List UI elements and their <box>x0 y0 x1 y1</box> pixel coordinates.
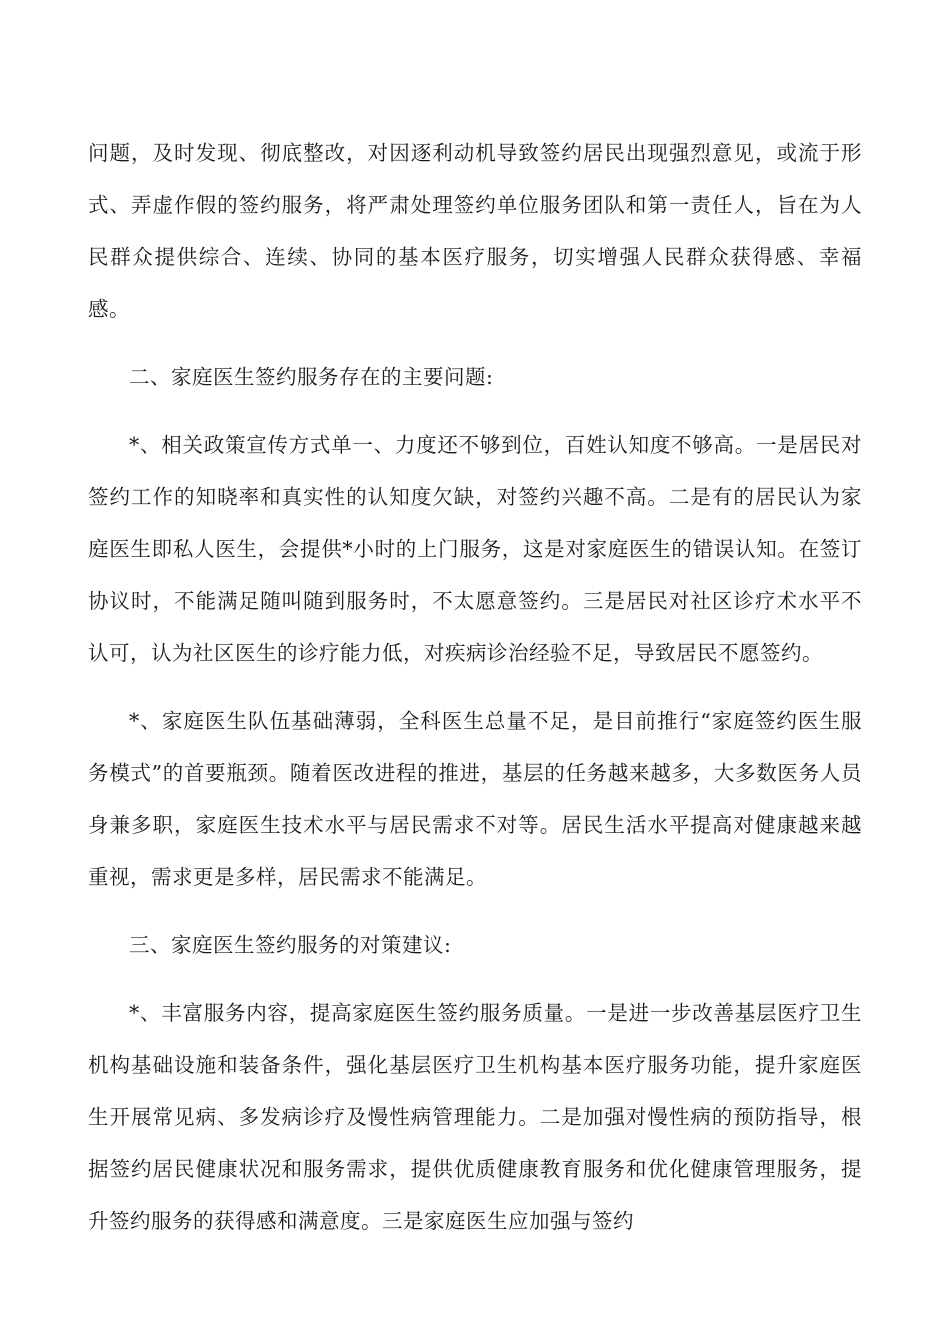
paragraph-continuation: 问题，及时发现、彻底整改，对因逐利动机导致签约居民出现强烈意见，或流于形式、弄虚作假的签约服务，将严肃处理签约单位服务团队和第一责任人，旨在为人民群众提供综合、连续、协同的基本医疗服务，切实增强人民群众获得感、幸福感。 <box>88 141 862 321</box>
section-heading-problems: 二、家庭医生签约服务存在的主要问题: <box>129 365 494 389</box>
section-heading-suggestions: 三、家庭医生签约服务的对策建议: <box>129 933 452 957</box>
paragraph-service-content: *、丰富服务内容，提高家庭医生签约服务质量。一是进一步改善基层医疗卫生机构基础设施和装备条件，强化基层医疗卫生机构基本医疗服务功能，提升家庭医生开展常见病、多发病诊疗及慢性病管理能力。二是加强对慢性病的预防指导，根据签约居民健康状况和服务需求，提供优质健康教育服务和优化健康管理服务，提升签约服务的获得感和满意度。三是家庭医生应加强与签约 <box>88 1001 862 1233</box>
document-body <box>88 127 862 1263</box>
paragraph-workforce-issue: *、家庭医生队伍基础薄弱，全科医生总量不足，是目前推行“家庭签约医生服务模式”的首要瓶颈。随着医改进程的推进，基层的任务越来越多，大多数医务人员身兼多职，家庭医生技术水平与居民需求不对等。居民生活水平提高对健康越来越重视，需求更是多样，居民需求不能满足。 <box>88 709 862 889</box>
paragraph-publicity-issue: *、相关政策宣传方式单一、力度还不够到位，百姓认知度不够高。一是居民对签约工作的知晓率和真实性的认知度欠缺，对签约兴趣不高。二是有的居民认为家庭医生即私人医生，会提供*小时的上门服务，这是对家庭医生的错误认知。在签订协议时，不能满足随叫随到服务时，不太愿意签约。三是居民对社区诊疗术水平不认可，认为社区医生的诊疗能力低，对疾病诊治经验不足，导致居民不愿签约。 <box>88 433 862 665</box>
